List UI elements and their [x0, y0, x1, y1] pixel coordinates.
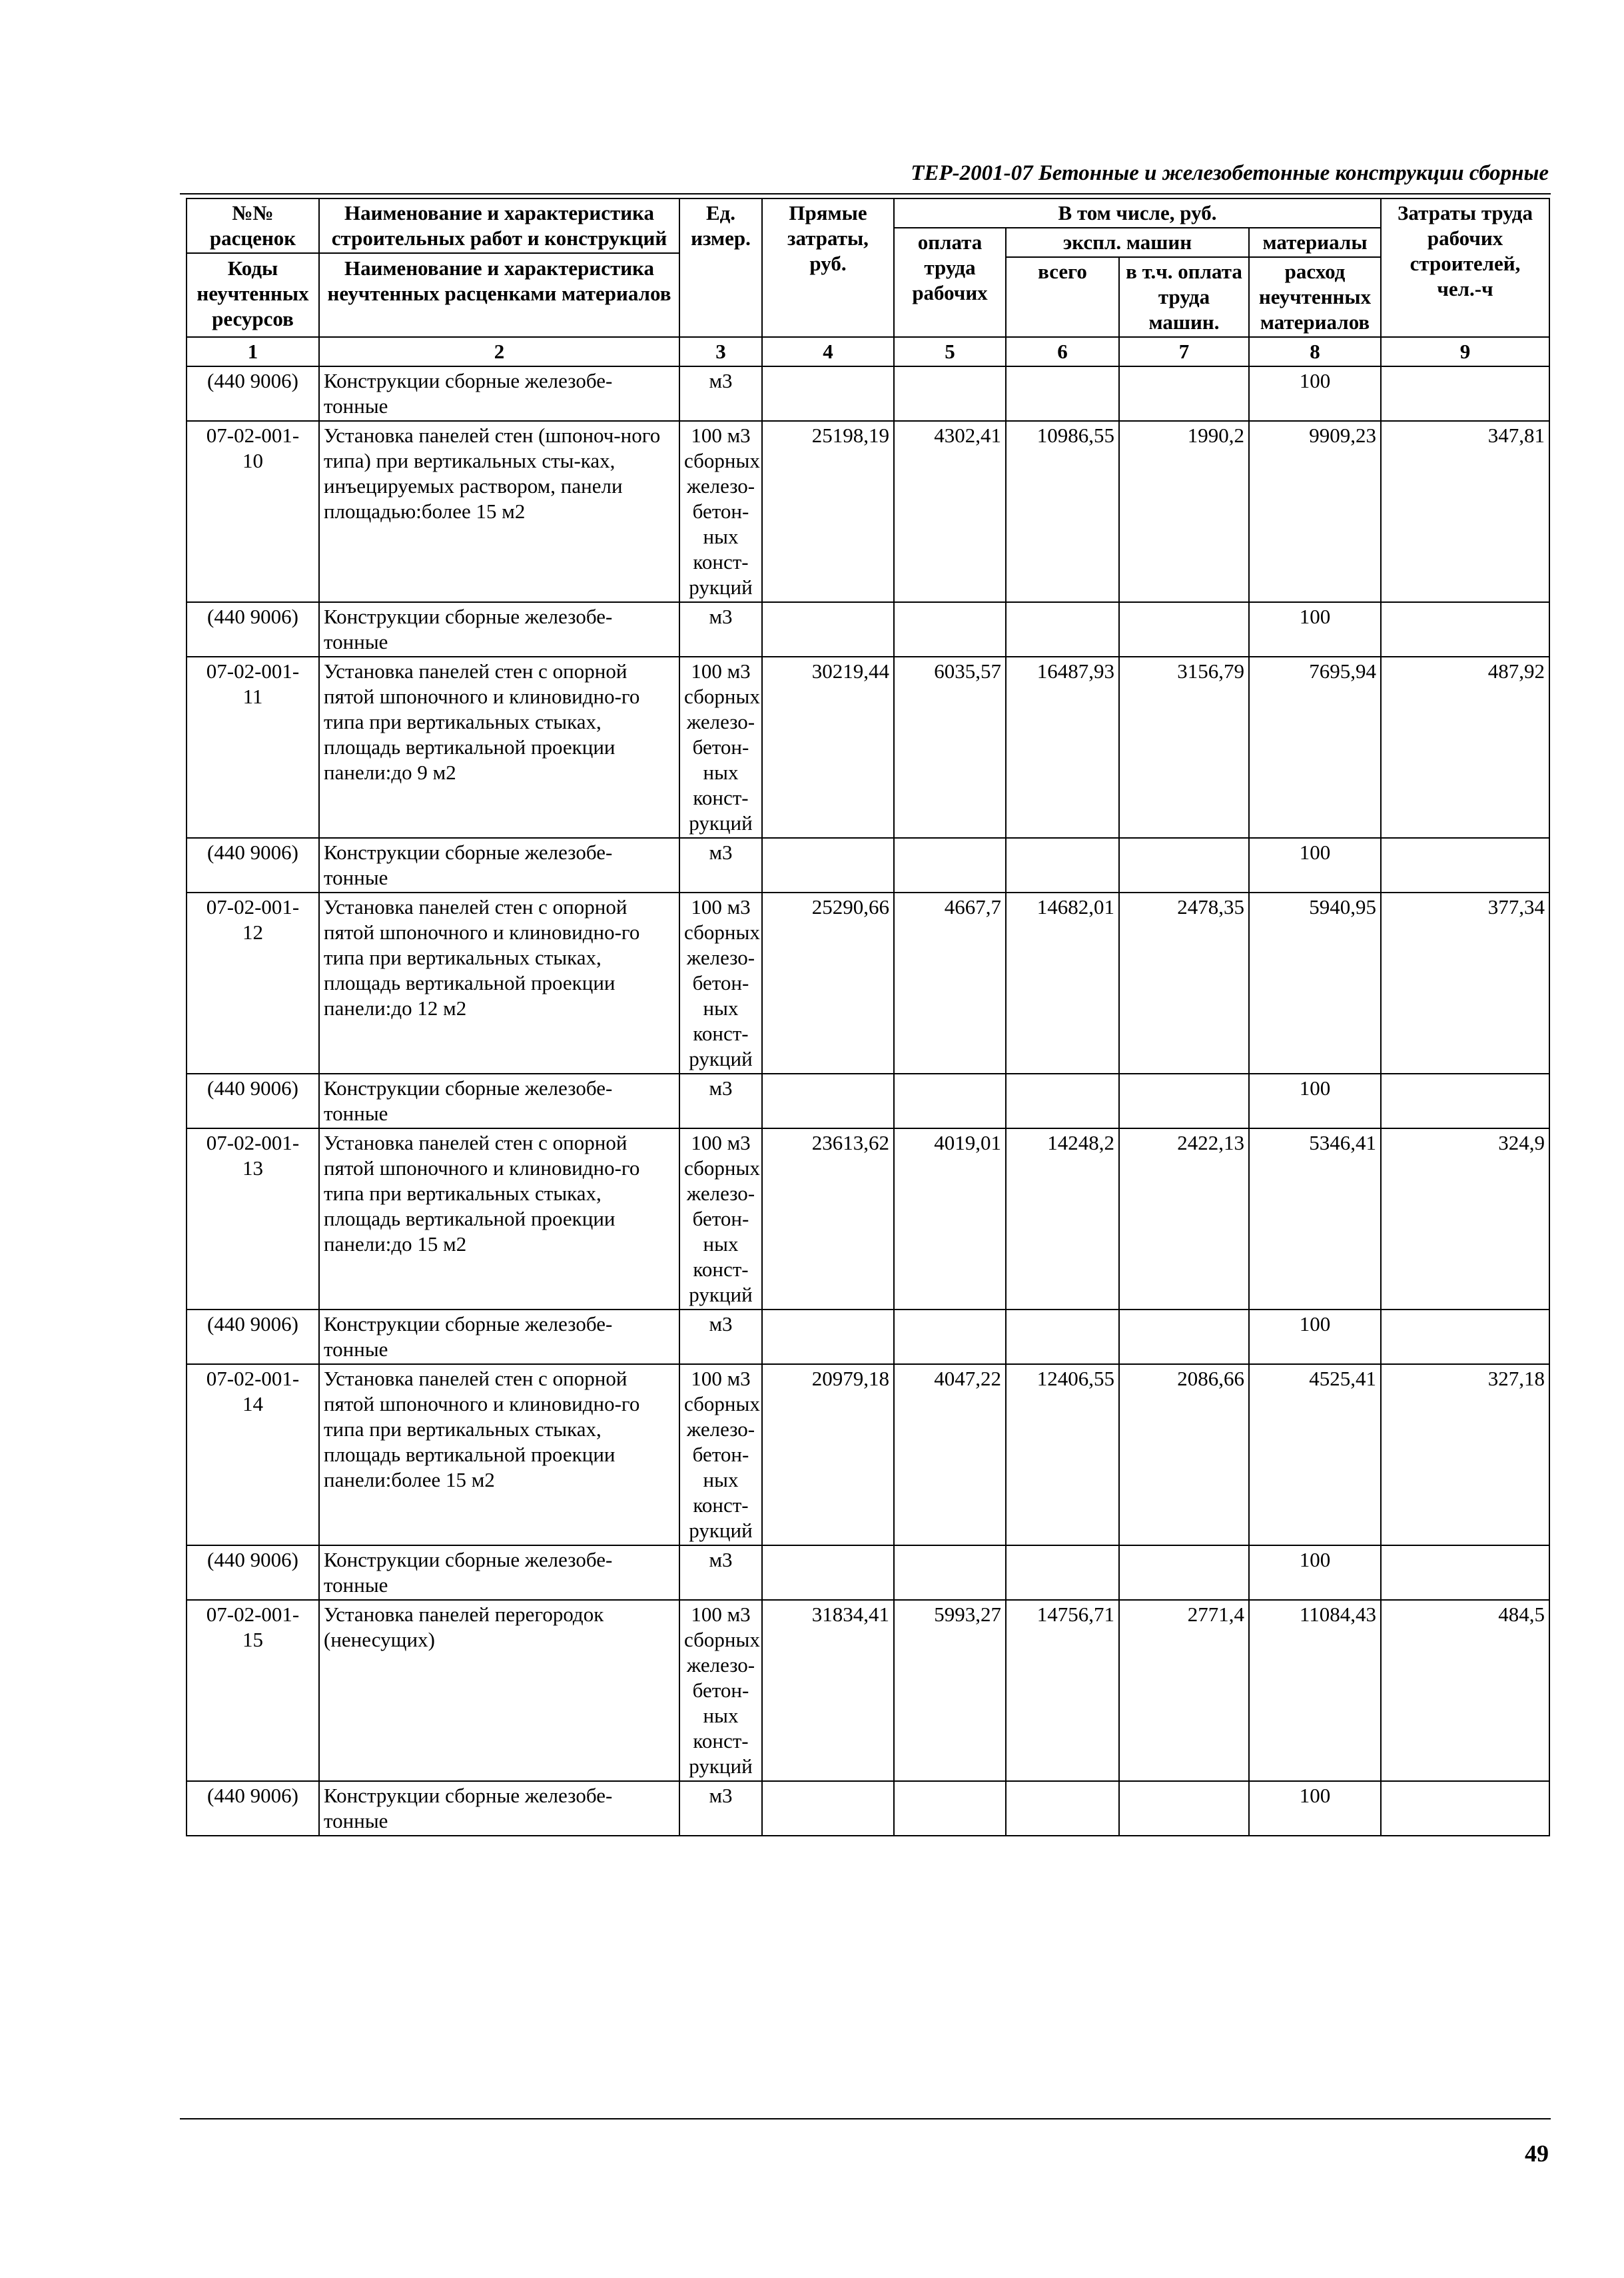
rate-code-suffix: 14 — [242, 1392, 263, 1415]
column-number: 9 — [1381, 337, 1549, 366]
empty-cell — [1006, 838, 1119, 893]
rate-code-suffix: 11 — [242, 685, 263, 708]
machines-total: 16487,93 — [1006, 657, 1119, 838]
rate-description: Установка панелей стен с опорной пятой шпоночного и клиновидно-го типа при вертикальных стыках, площадь вертикальной проекции панели:до 15 м2 — [319, 1128, 679, 1310]
rate-row — [187, 421, 1549, 602]
labor-hours: 487,92 — [1381, 657, 1549, 838]
rate-row — [187, 893, 1549, 1074]
direct-cost: 23613,62 — [762, 1128, 894, 1310]
rate-unit: 100 м3 сборных железо-бетон-ных конст-рукций — [679, 1600, 762, 1781]
empty-cell — [762, 1545, 894, 1600]
header-work-name — [319, 198, 679, 337]
empty-cell — [894, 1310, 1006, 1364]
header-material-name: Наименование и характеристика неучтенных расценками материалов — [327, 256, 671, 305]
header-material-consumption: расход неучтенных материалов — [1249, 257, 1381, 337]
direct-cost: 31834,41 — [762, 1600, 894, 1781]
rate-code — [187, 1600, 319, 1781]
empty-cell — [1119, 838, 1249, 893]
resource-name: Конструкции сборные железобе-тонные — [319, 1074, 679, 1128]
header-rate-number: №№ расценок — [187, 200, 318, 254]
rate-code-prefix: 07-02-001- — [206, 424, 300, 447]
machines-total: 14248,2 — [1006, 1128, 1119, 1310]
resource-quantity: 100 — [1249, 1310, 1381, 1364]
resource-code: (440 9006) — [187, 366, 319, 421]
resource-unit: м3 — [679, 1074, 762, 1128]
rate-code-suffix: 10 — [242, 449, 263, 472]
direct-cost: 30219,44 — [762, 657, 894, 838]
materials-cost: 4525,41 — [1249, 1364, 1381, 1545]
resource-quantity: 100 — [1249, 1074, 1381, 1128]
rate-unit: 100 м3 сборных железо-бетон-ных конст-рукций — [679, 657, 762, 838]
resource-code: (440 9006) — [187, 1781, 319, 1836]
empty-cell — [1119, 1310, 1249, 1364]
empty-cell — [1381, 602, 1549, 657]
resource-row — [187, 1074, 1549, 1128]
empty-cell — [894, 602, 1006, 657]
rate-description: Установка панелей стен с опорной пятой шпоночного и клиновидно-го типа при вертикальных стыках, площадь вертикальной проекции панели:до 9 м2 — [319, 657, 679, 838]
resource-name: Конструкции сборные железобе-тонные — [319, 602, 679, 657]
resource-row — [187, 1310, 1549, 1364]
labor-pay: 4302,41 — [894, 421, 1006, 602]
header-rule — [180, 193, 1551, 194]
column-number-row — [187, 337, 1549, 366]
empty-cell — [1006, 1310, 1119, 1364]
rate-code-suffix: 12 — [242, 921, 263, 944]
column-number: 1 — [187, 337, 319, 366]
footer-rule — [180, 2118, 1551, 2119]
materials-cost: 5346,41 — [1249, 1128, 1381, 1310]
empty-cell — [1006, 1545, 1119, 1600]
machines-total: 12406,55 — [1006, 1364, 1119, 1545]
resource-quantity: 100 — [1249, 1545, 1381, 1600]
column-number: 3 — [679, 337, 762, 366]
rate-code-prefix: 07-02-001- — [206, 895, 300, 919]
header-machine-labor: в т.ч. оплата труда машин. — [1119, 257, 1249, 337]
empty-cell — [1119, 602, 1249, 657]
empty-cell — [1381, 1074, 1549, 1128]
empty-cell — [894, 1545, 1006, 1600]
machine-labor: 1990,2 — [1119, 421, 1249, 602]
column-number: 5 — [894, 337, 1006, 366]
resource-quantity: 100 — [1249, 366, 1381, 421]
resource-unit: м3 — [679, 1310, 762, 1364]
empty-cell — [1006, 366, 1119, 421]
rate-code-suffix: 15 — [242, 1628, 263, 1651]
rate-unit: 100 м3 сборных железо-бетон-ных конст-рукций — [679, 1364, 762, 1545]
header-machines-total: всего — [1006, 257, 1119, 337]
resource-name: Конструкции сборные железобе-тонные — [319, 1545, 679, 1600]
resource-code: (440 9006) — [187, 1310, 319, 1364]
labor-hours: 347,81 — [1381, 421, 1549, 602]
materials-cost: 9909,23 — [1249, 421, 1381, 602]
resource-name: Конструкции сборные железобе-тонные — [319, 366, 679, 421]
labor-hours: 324,9 — [1381, 1128, 1549, 1310]
rate-code-prefix: 07-02-001- — [206, 1131, 300, 1154]
labor-hours: 327,18 — [1381, 1364, 1549, 1545]
direct-cost: 25290,66 — [762, 893, 894, 1074]
header-rate-code — [187, 198, 319, 337]
empty-cell — [1381, 1545, 1549, 1600]
empty-cell — [1381, 1781, 1549, 1836]
resource-row — [187, 1781, 1549, 1836]
rate-code-prefix: 07-02-001- — [206, 1603, 300, 1626]
empty-cell — [1119, 1781, 1249, 1836]
resource-name: Конструкции сборные железобе-тонные — [319, 1781, 679, 1836]
empty-cell — [762, 1074, 894, 1128]
machine-labor: 2771,4 — [1119, 1600, 1249, 1781]
rate-code-prefix: 07-02-001- — [206, 659, 300, 683]
empty-cell — [1119, 366, 1249, 421]
empty-cell — [1006, 602, 1119, 657]
header-materials: материалы — [1249, 228, 1381, 257]
header-including: В том числе, руб. — [894, 198, 1381, 228]
labor-pay: 4019,01 — [894, 1128, 1006, 1310]
machines-total: 14682,01 — [1006, 893, 1119, 1074]
rate-description: Установка панелей стен (шпоноч-ного типа) при вертикальных сты-ках, инъецируемых раствором, панели площадью:более 15 м2 — [319, 421, 679, 602]
machine-labor: 2086,66 — [1119, 1364, 1249, 1545]
resource-quantity: 100 — [1249, 838, 1381, 893]
column-number: 7 — [1119, 337, 1249, 366]
running-header: ТЕР-2001-07 Бетонные и железобетонные конструкции сборные — [911, 161, 1549, 185]
rate-row — [187, 1364, 1549, 1545]
rate-unit: 100 м3 сборных железо-бетон-ных конст-рукций — [679, 1128, 762, 1310]
rate-description: Установка панелей стен с опорной пятой шпоночного и клиновидно-го типа при вертикальных стыках, площадь вертикальной проекции панели:более 15 м2 — [319, 1364, 679, 1545]
empty-cell — [894, 366, 1006, 421]
machine-labor: 2422,13 — [1119, 1128, 1249, 1310]
direct-cost: 20979,18 — [762, 1364, 894, 1545]
labor-hours: 377,34 — [1381, 893, 1549, 1074]
empty-cell — [1119, 1074, 1249, 1128]
resource-row — [187, 838, 1549, 893]
resource-name: Конструкции сборные железобе-тонные — [319, 838, 679, 893]
empty-cell — [1006, 1074, 1119, 1128]
page-number: 49 — [1525, 2140, 1549, 2167]
resource-unit: м3 — [679, 602, 762, 657]
column-number: 2 — [319, 337, 679, 366]
rate-description: Установка панелей перегородок (ненесущих) — [319, 1600, 679, 1781]
header-work-name-top: Наименование и характеристика строительных работ и конструкций — [320, 200, 679, 254]
empty-cell — [1381, 366, 1549, 421]
labor-pay: 4667,7 — [894, 893, 1006, 1074]
resource-row — [187, 366, 1549, 421]
header-direct-cost: Прямые затраты, руб. — [762, 198, 894, 337]
resource-code: (440 9006) — [187, 838, 319, 893]
header-unit: Ед. измер. — [679, 198, 762, 337]
empty-cell — [894, 838, 1006, 893]
empty-cell — [762, 1310, 894, 1364]
machines-total: 14756,71 — [1006, 1600, 1119, 1781]
resource-unit: м3 — [679, 1781, 762, 1836]
empty-cell — [1119, 1545, 1249, 1600]
rate-unit: 100 м3 сборных железо-бетон-ных конст-рукций — [679, 893, 762, 1074]
empty-cell — [894, 1781, 1006, 1836]
header-machines: экспл. машин — [1006, 228, 1249, 257]
empty-cell — [1381, 838, 1549, 893]
header-labor-hours: Затраты труда рабочих строителей, чел.-ч — [1381, 198, 1549, 337]
column-number: 4 — [762, 337, 894, 366]
empty-cell — [762, 366, 894, 421]
resource-code: (440 9006) — [187, 1074, 319, 1128]
materials-cost: 7695,94 — [1249, 657, 1381, 838]
direct-cost: 25198,19 — [762, 421, 894, 602]
rate-unit: 100 м3 сборных железо-бетон-ных конст-рукций — [679, 421, 762, 602]
resource-row — [187, 602, 1549, 657]
rates-table — [186, 198, 1550, 1836]
labor-pay: 5993,27 — [894, 1600, 1006, 1781]
labor-pay: 6035,57 — [894, 657, 1006, 838]
resource-code: (440 9006) — [187, 602, 319, 657]
rate-code-prefix: 07-02-001- — [206, 1367, 300, 1390]
rate-code-suffix: 13 — [242, 1156, 263, 1180]
column-number: 8 — [1249, 337, 1381, 366]
resource-name: Конструкции сборные железобе-тонные — [319, 1310, 679, 1364]
resource-quantity: 100 — [1249, 602, 1381, 657]
labor-pay: 4047,22 — [894, 1364, 1006, 1545]
rate-code — [187, 893, 319, 1074]
machine-labor: 3156,79 — [1119, 657, 1249, 838]
empty-cell — [762, 1781, 894, 1836]
empty-cell — [762, 602, 894, 657]
empty-cell — [1381, 1310, 1549, 1364]
rate-code — [187, 421, 319, 602]
rate-row — [187, 657, 1549, 838]
header-labor-pay: оплата труда рабочих — [894, 228, 1006, 337]
resource-row — [187, 1545, 1549, 1600]
rate-row — [187, 1128, 1549, 1310]
column-number: 6 — [1006, 337, 1119, 366]
machines-total: 10986,55 — [1006, 421, 1119, 602]
rate-row — [187, 1600, 1549, 1781]
resource-unit: м3 — [679, 366, 762, 421]
materials-cost: 5940,95 — [1249, 893, 1381, 1074]
rate-description: Установка панелей стен с опорной пятой шпоночного и клиновидно-го типа при вертикальных стыках, площадь вертикальной проекции панели:до 12 м2 — [319, 893, 679, 1074]
labor-hours: 484,5 — [1381, 1600, 1549, 1781]
machine-labor: 2478,35 — [1119, 893, 1249, 1074]
rate-code — [187, 1364, 319, 1545]
header-resource-code: Коды неучтенных ресурсов — [197, 256, 309, 330]
table-header-row — [187, 198, 1549, 228]
rate-code — [187, 1128, 319, 1310]
rate-code — [187, 657, 319, 838]
materials-cost: 11084,43 — [1249, 1600, 1381, 1781]
resource-code: (440 9006) — [187, 1545, 319, 1600]
empty-cell — [894, 1074, 1006, 1128]
resource-quantity: 100 — [1249, 1781, 1381, 1836]
resource-unit: м3 — [679, 1545, 762, 1600]
empty-cell — [1006, 1781, 1119, 1836]
resource-unit: м3 — [679, 838, 762, 893]
empty-cell — [762, 838, 894, 893]
